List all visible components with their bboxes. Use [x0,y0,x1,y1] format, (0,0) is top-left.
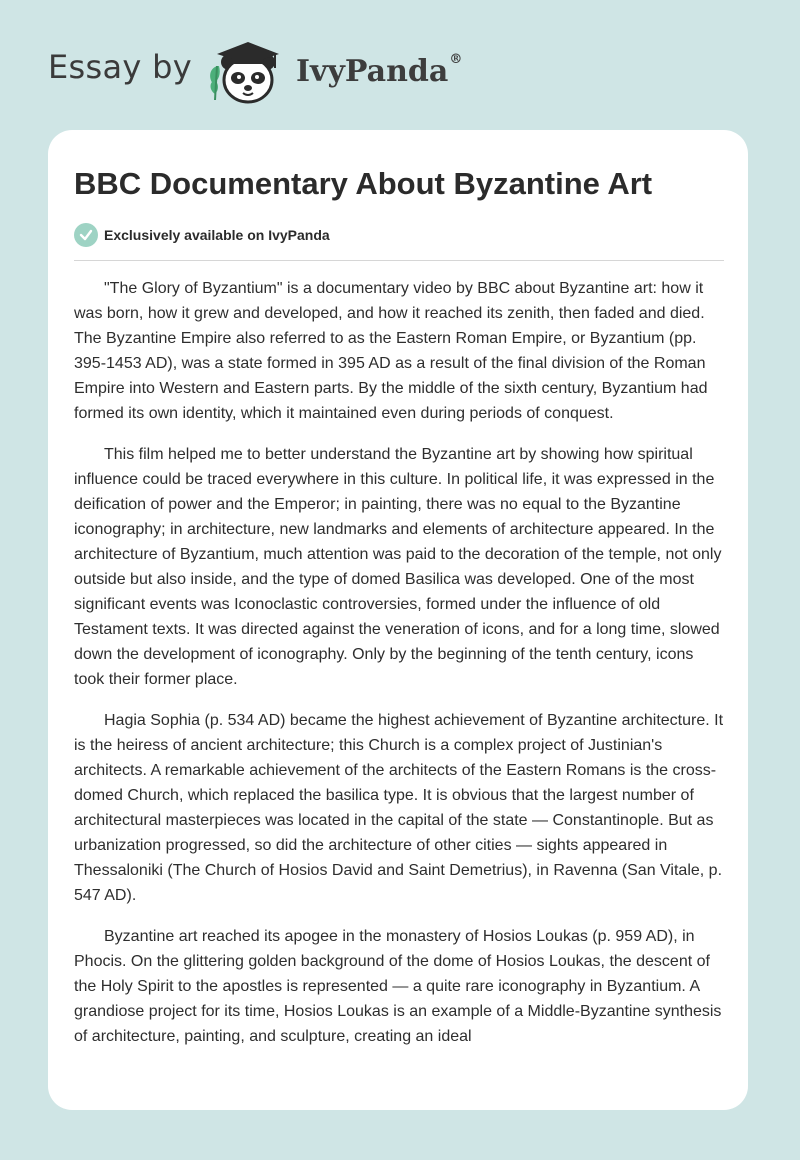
paragraph: Byzantine art reached its apogee in the monastery of Hosios Loukas (p. 959 AD), in Phocis. On the glittering golden background of the dome of Hosios Loukas, the descent of the Holy Spirit to the apostles is represented — a quite rare iconography in Byzantium. A grandiose project for its time, Hosios Loukas is an example of a Middle-Byzantine synthesis of architecture, painting, and sculpture, creating an ideal [74,928,722,1045]
paragraph: Hagia Sophia (p. 534 AD) became the highest achievement of Byzantine architecture. It is the heiress of ancient architecture; this Church is a complex project of Justinian's architects. A remarkable achievement of the architects of the Eastern Romans is the cross-domed Church, which replaced the basilica type. It is obvious that the largest number of architectural masterpieces was located in the capital of the state — Constantinople. But as urbanization progressed, so did the architecture of other cities — sights appeared in Thessaloniki (The Church of Hosios David and Saint Demetrius), in Ravenna (San Vitale, p. 547 AD). [74,712,724,904]
divider [74,260,724,261]
article-body [74,276,728,1065]
essay-by-label: Essay by [48,48,192,86]
site-header [0,0,800,130]
exclusive-badge-text: Exclusively available on IvyPanda [104,227,330,243]
page-title: BBC Documentary About Byzantine Art [74,166,653,201]
check-icon [74,223,98,247]
exclusive-badge [74,222,330,248]
brand-text: IvyPanda [296,54,449,89]
brand-name [296,54,462,89]
registered-mark: ® [449,52,463,67]
panda-logo-icon [203,36,293,108]
article-card [48,130,748,1110]
paragraph: This film helped me to better understand the Byzantine art by showing how spiritual influence could be traced everywhere in this culture. In political life, it was expressed in the deification of power and the Emperor; in painting, there was no equal to the Byzantine iconography; in architecture, new landmarks and elements of architecture appeared. In the architecture of Byzantium, much attention was paid to the decoration of the temple, not only outside but also inside, and the type of domed Basilica was developed. One of the most significant events was Iconoclastic controversies, formed under the influence of old Testament texts. It was directed against the veneration of icons, and for a long time, slowed down the development of iconography. Only by the beginning of the tenth century, icons took their former place. [74,446,722,688]
paragraph: "The Glory of Byzantium" is a documentary video by BBC about Byzantine art: how it was born, how it grew and developed, and how it reached its zenith, then faded and died. The Byzantine Empire also referred to as the Eastern Roman Empire, or Byzantium (pp. 395-1453 AD), was a state formed in 395 AD as a result of the final division of the Roman Empire into Western and Eastern parts. By the middle of the sixth century, Byzantium had formed its own identity, which it maintained even during periods of conquest. [74,280,708,422]
